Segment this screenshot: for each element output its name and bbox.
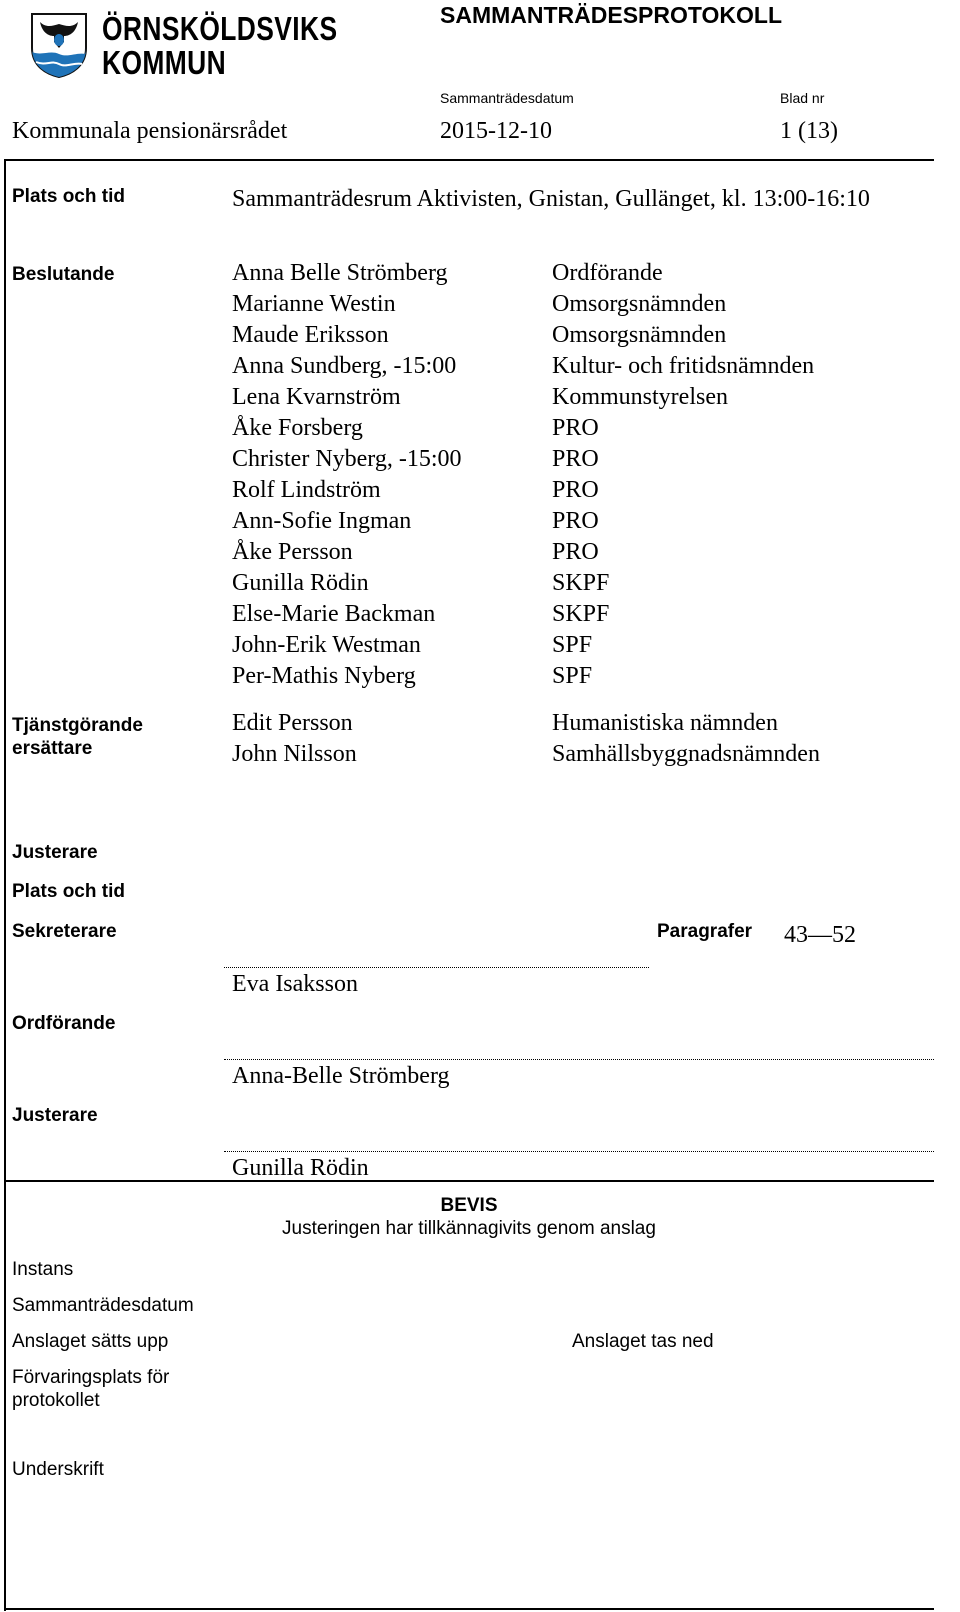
sekreterare-label: Sekreterare <box>12 921 117 942</box>
bevis-title: BEVIS <box>440 1195 498 1216</box>
plats-value: Sammanträdesrum Aktivisten, Gnistan, Gullänget, kl. 13:00-16:10 <box>232 186 870 212</box>
ersattare-label-line2: ersättare <box>12 738 93 759</box>
forvaring-label-line2: protokollet <box>12 1390 100 1411</box>
frame-bottom-line <box>4 1608 934 1610</box>
member-role: SKPF <box>552 570 610 596</box>
justerare-label: Justerare <box>12 842 98 863</box>
substitute-name: John Nilsson <box>232 741 357 767</box>
member-role: Omsorgsnämnden <box>552 322 727 348</box>
sekreterare-name: Eva Isaksson <box>232 971 358 997</box>
page-number-label: Blad nr <box>780 90 825 106</box>
member-name: Åke Persson <box>232 539 353 565</box>
document-type-title: SAMMANTRÄDESPROTOKOLL <box>440 2 783 28</box>
instans-label: Instans <box>12 1259 74 1280</box>
committee-name: Kommunala pensionärsrådet <box>12 118 288 144</box>
bevis-datum-label: Sammanträdesdatum <box>12 1295 194 1316</box>
meeting-date: 2015-12-10 <box>440 118 552 144</box>
logo-text-line1: ÖRNSKÖLDSVIKS <box>102 10 338 47</box>
member-role: Omsorgsnämnden <box>552 291 727 317</box>
logo-text-line2: KOMMUN <box>102 44 227 81</box>
justering-plats-label: Plats och tid <box>12 881 125 902</box>
member-role: SKPF <box>552 601 610 627</box>
substitute-role: Humanistiska nämnden <box>552 710 778 736</box>
anslag-ned-label: Anslaget tas ned <box>572 1331 714 1352</box>
member-role: PRO <box>552 508 599 534</box>
ersattare-label <box>12 714 143 760</box>
paragrafer-label: Paragrafer <box>657 921 753 942</box>
date-label: Sammanträdesdatum <box>440 90 574 106</box>
member-name: Maude Eriksson <box>232 322 389 348</box>
ordforande-signature-line <box>224 1059 934 1060</box>
member-name: Anna Sundberg, -15:00 <box>232 353 457 379</box>
plats-label: Plats och tid <box>12 186 125 207</box>
paragrafer-value: 43—52 <box>784 922 856 948</box>
member-name: Marianne Westin <box>232 291 396 317</box>
sekreterare-signature-line <box>224 967 649 968</box>
member-role: PRO <box>552 415 599 441</box>
member-role: Kommunstyrelsen <box>552 384 728 410</box>
justerare-signature-line <box>224 1151 934 1152</box>
page-number: 1 (13) <box>780 118 838 144</box>
forvaring-label-line1: Förvaringsplats för <box>12 1367 170 1388</box>
substitute-name: Edit Persson <box>232 710 353 736</box>
anslag-upp-label: Anslaget sätts upp <box>12 1331 169 1352</box>
member-name: Anna Belle Strömberg <box>232 260 448 286</box>
member-name: Lena Kvarnström <box>232 384 401 410</box>
coat-of-arms-icon <box>30 12 88 78</box>
member-role: SPF <box>552 632 593 658</box>
ersattare-roles <box>552 708 820 770</box>
forvaring-label <box>12 1366 169 1412</box>
member-role: Kultur- och fritidsnämnden <box>552 353 815 379</box>
member-name: Christer Nyberg, -15:00 <box>232 446 462 472</box>
bevis-subtitle: Justeringen har tillkännagivits genom anslag <box>282 1218 656 1239</box>
frame-top-line <box>4 159 934 161</box>
municipality-logo <box>30 10 338 82</box>
substitute-role: Samhällsbyggnadsnämnden <box>552 741 820 767</box>
underskrift-label: Underskrift <box>12 1459 104 1480</box>
ersattare-label-line1: Tjänstgörande <box>12 715 143 736</box>
frame-left-line <box>4 159 6 1611</box>
member-name: Gunilla Rödin <box>232 570 369 596</box>
member-role: Ordförande <box>552 260 663 286</box>
member-role: PRO <box>552 539 599 565</box>
member-name: Ann-Sofie Ingman <box>232 508 412 534</box>
frame-divider-bevis <box>4 1180 934 1182</box>
ersattare-names <box>232 708 357 770</box>
member-name: Else-Marie Backman <box>232 601 436 627</box>
member-role: PRO <box>552 446 599 472</box>
member-name: Åke Forsberg <box>232 415 363 441</box>
member-role: PRO <box>552 477 599 503</box>
beslutande-roles <box>552 258 814 692</box>
member-role: SPF <box>552 663 593 689</box>
justerare-signature-label: Justerare <box>12 1105 98 1126</box>
ordforande-label: Ordförande <box>12 1013 116 1034</box>
beslutande-label: Beslutande <box>12 264 115 285</box>
beslutande-names <box>232 258 462 692</box>
member-name: John-Erik Westman <box>232 632 421 658</box>
member-name: Rolf Lindström <box>232 477 381 503</box>
ordforande-name: Anna-Belle Strömberg <box>232 1063 450 1089</box>
member-name: Per-Mathis Nyberg <box>232 663 416 689</box>
justerare-name: Gunilla Rödin <box>232 1155 369 1181</box>
